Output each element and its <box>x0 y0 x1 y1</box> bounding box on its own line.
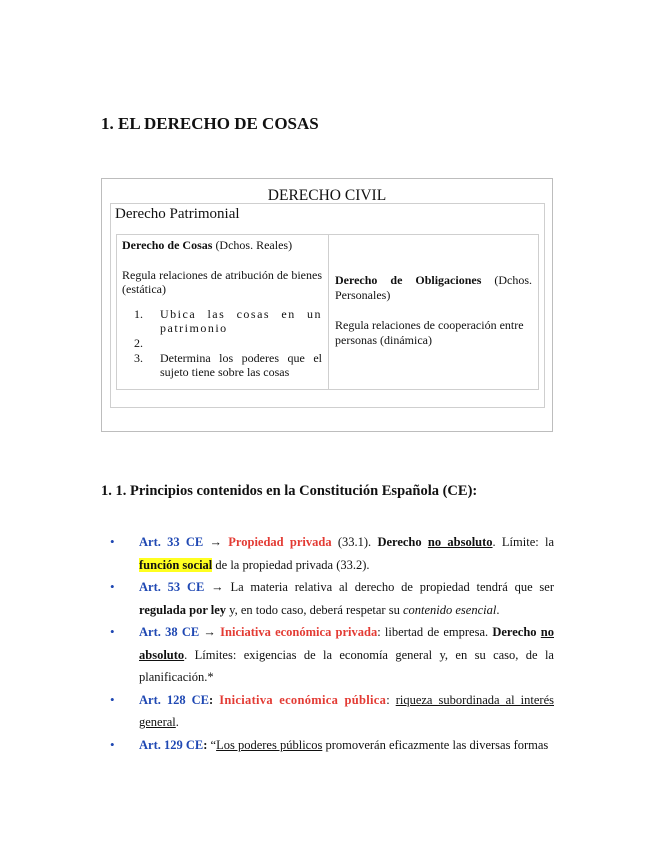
arrow-text: → <box>199 625 221 639</box>
text: “ <box>210 737 217 752</box>
article-ref: Art. 129 CE <box>139 737 204 752</box>
colon-text: : <box>209 692 220 707</box>
text: de la propiedad privada (33.2). <box>212 557 370 572</box>
article-ref: Art. 38 CE <box>139 625 200 639</box>
comparison-table <box>116 234 539 390</box>
colon-text: : <box>203 737 211 752</box>
bold-underlined-text: no absoluto <box>139 625 554 662</box>
section-title: 1. EL DERECHO DE COSAS <box>101 114 319 133</box>
text: . Límites: exigencias de la economía general y, en su caso, de la planificación.* <box>139 647 554 684</box>
text: promoverán eficazmente las diversas formas <box>322 737 549 752</box>
bullet-icon: • <box>110 624 115 639</box>
list-number: 1. <box>134 306 143 321</box>
list-item <box>110 621 554 689</box>
text: (33.1). <box>331 535 378 549</box>
underlined-text: riqueza subordinada al interés general <box>139 692 554 729</box>
derecho-obligaciones-label: Derecho de Obligaciones <box>335 273 482 287</box>
text: : <box>386 692 396 707</box>
derecho-cosas-cell <box>117 235 329 389</box>
derecho-civil-heading: DERECHO CIVIL <box>267 187 387 204</box>
derecho-obligaciones-desc: Regula relaciones de cooperación entre personas (dinámica) <box>335 318 524 347</box>
principles-list <box>110 531 554 756</box>
list-item <box>122 351 322 380</box>
derecho-obligaciones-note: (Dchos. Personales) <box>335 273 532 302</box>
text: . <box>496 602 500 617</box>
bullet-icon: • <box>110 534 115 549</box>
arrow-text: → <box>203 535 229 549</box>
article-ref: Art. 128 CE <box>139 692 210 707</box>
subsection-title: 1. 1. Principios contenidos en la Constitución Española (CE): <box>101 483 478 499</box>
bold-text: Derecho <box>492 625 541 639</box>
text: y, en todo caso, deberá respetar su <box>226 602 403 617</box>
underlined-text: Los poderes públicos <box>216 737 323 752</box>
bullet-icon: • <box>110 691 115 707</box>
list-item <box>122 307 322 336</box>
derecho-civil-box <box>101 178 553 432</box>
list-item <box>110 689 554 734</box>
list-item <box>110 531 554 576</box>
article-ref: Art. 53 CE <box>139 580 205 594</box>
bold-text: Derecho <box>377 535 428 549</box>
derecho-cosas-label: Derecho de Cosas <box>122 238 213 252</box>
bold-text: regulada por ley <box>139 602 227 617</box>
derecho-patrimonial-heading: Derecho Patrimonial <box>115 206 240 222</box>
bullet-icon: • <box>110 579 115 594</box>
derecho-cosas-note: (Dchos. Reales) <box>212 238 293 252</box>
derecho-obligaciones-heading <box>335 273 532 303</box>
derecho-cosas-desc: Regula relaciones de atribución de bienes (estática) <box>122 267 322 296</box>
derecho-obligaciones-cell <box>329 235 538 389</box>
list-number: 3. <box>134 350 143 365</box>
list-text: Ubica las cosas en un patrimonio <box>160 306 322 335</box>
list-item <box>110 576 554 621</box>
list-text: Determina los poderes que el sujeto tiene sobre las cosas <box>160 350 322 379</box>
derecho-cosas-list <box>122 307 322 380</box>
bold-underlined-text: no absoluto <box>427 535 493 549</box>
text: : libertad de empresa. <box>377 625 493 639</box>
text: . <box>175 715 179 729</box>
text: → La materia relativa al derecho de propiedad tendrá que ser <box>204 580 554 594</box>
article-ref: Art. 33 CE <box>139 535 204 549</box>
list-item <box>110 734 554 757</box>
highlighted-text: función social <box>139 557 213 572</box>
bullet-icon: • <box>110 736 115 752</box>
principle-name: Propiedad privada <box>228 535 332 549</box>
list-item <box>122 336 322 351</box>
text: . Límite: la <box>492 535 555 549</box>
principle-name: Iniciativa económica pública <box>219 692 387 707</box>
list-number: 2. <box>134 335 143 350</box>
derecho-cosas-heading <box>122 238 322 253</box>
derecho-patrimonial-box <box>110 203 545 408</box>
principle-name: Iniciativa económica privada <box>220 625 378 639</box>
italic-text: contenido esencial <box>402 602 497 617</box>
